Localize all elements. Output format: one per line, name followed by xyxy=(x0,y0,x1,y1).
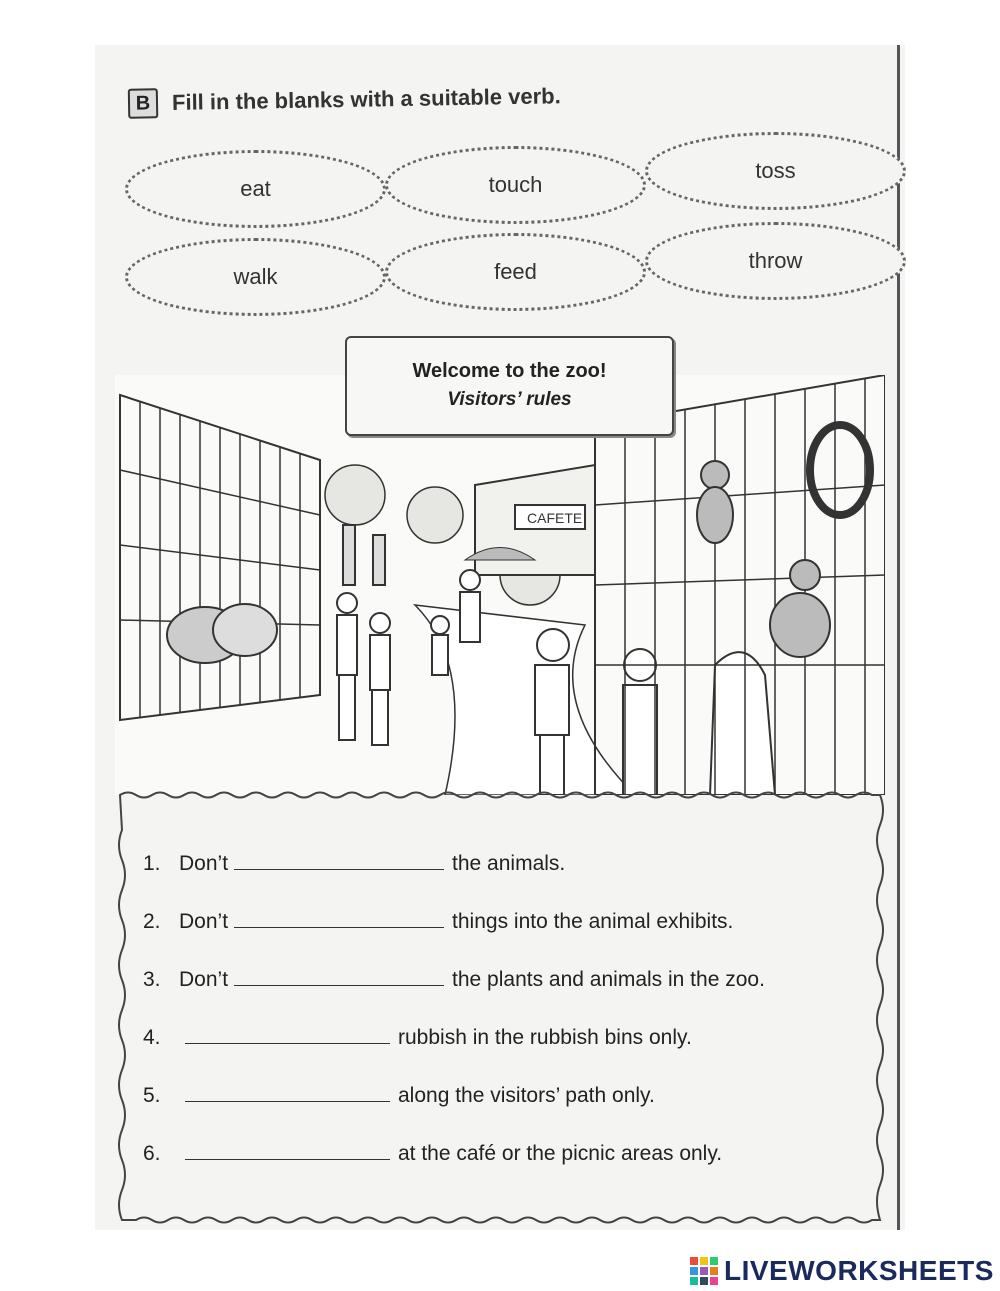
item-text: at the café or the picnic areas only. xyxy=(398,1142,723,1165)
zoo-illustration xyxy=(115,375,885,795)
exercise-item-2 xyxy=(143,910,733,934)
exercise-item-4 xyxy=(143,1026,692,1050)
item-prefix: Don’t xyxy=(179,852,229,875)
answer-blank[interactable] xyxy=(234,868,444,870)
answer-blank[interactable] xyxy=(234,984,444,986)
word-bank-item: walk xyxy=(125,238,386,316)
word-bank-item: eat xyxy=(125,150,386,228)
exercise-item-1 xyxy=(143,852,565,876)
answer-blank[interactable] xyxy=(185,1100,390,1102)
word-bank-item: throw xyxy=(645,222,906,300)
answer-blank[interactable] xyxy=(185,1042,390,1044)
logo-square xyxy=(690,1257,698,1265)
logo-square xyxy=(700,1257,708,1265)
sign-subtitle: Visitors’ rules xyxy=(447,389,572,410)
logo-square xyxy=(690,1267,698,1275)
word-bank-item: feed xyxy=(385,233,646,311)
exercise-item-3 xyxy=(143,968,765,992)
item-text: along the visitors’ path only. xyxy=(398,1084,655,1107)
item-prefix: Don’t xyxy=(179,968,229,991)
logo-square xyxy=(700,1267,708,1275)
item-number: 1. xyxy=(143,852,161,875)
exercise-item-5 xyxy=(143,1084,655,1108)
item-number: 2. xyxy=(143,910,161,933)
item-number: 4. xyxy=(143,1026,161,1049)
answer-blank[interactable] xyxy=(234,926,444,928)
item-text: things into the animal exhibits. xyxy=(452,910,734,933)
section-badge: B xyxy=(128,88,159,119)
page-edge xyxy=(897,45,900,1230)
item-prefix: Don’t xyxy=(179,910,229,933)
liveworksheets-logo[interactable] xyxy=(690,1255,994,1287)
logo-square xyxy=(700,1277,708,1285)
item-text: the plants and animals in the zoo. xyxy=(452,968,765,991)
logo-square xyxy=(710,1267,718,1275)
item-text: the animals. xyxy=(452,852,566,875)
item-number: 5. xyxy=(143,1084,161,1107)
cafe-sign: CAFETE xyxy=(527,510,583,526)
logo-text: LIVEWORKSHEETS xyxy=(724,1255,994,1286)
logo-square xyxy=(710,1257,718,1265)
item-number: 3. xyxy=(143,968,161,991)
logo-square xyxy=(690,1277,698,1285)
instruction-text: Fill in the blanks with a suitable verb. xyxy=(171,83,561,116)
item-number: 6. xyxy=(143,1142,161,1165)
sign-title: Welcome to the zoo! xyxy=(412,360,607,382)
logo-grid-icon xyxy=(690,1257,718,1285)
word-bank-item: touch xyxy=(385,146,646,224)
exercise-item-6 xyxy=(143,1142,722,1166)
word-bank-item: toss xyxy=(645,132,906,210)
answer-blank[interactable] xyxy=(185,1158,390,1160)
item-text: rubbish in the rubbish bins only. xyxy=(398,1026,692,1049)
zoo-rules-sign xyxy=(345,336,674,436)
logo-square xyxy=(710,1277,718,1285)
